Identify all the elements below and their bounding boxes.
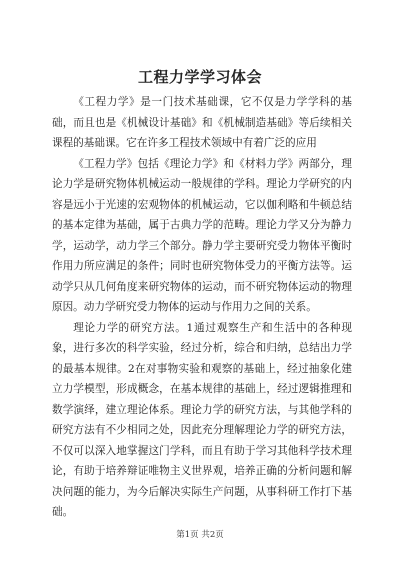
paragraph-methods: 理论力学的研究方法。1通过观察生产和生活中的各种现象，进行多次的科学实验，经过分析，综合和归纳，总结出力学的最基本规律。2在对事物实验和观察的基础上，经过抽象化建立力学模型，形成概念，在基本规律的基础上，经过逻辑推理和数学演绎，建立理论体系。理论力学的研究方法，与其他学科的研究方法有不少相同之处，因此充分理解理论力学的研究方法，不仅可以深入地掌握这门学科，而且有助于学习其他科学技术理论，有助于培养辩证唯物主义世界观，培养正确的分析问题和解决问题的能力，为今后解决实际生产问题，从事科研工作打下基础。 — [52, 321, 352, 518]
document-body — [52, 92, 352, 523]
page-title: 工程力学学习体会 — [137, 68, 262, 86]
page-footer: 第1页 共2页 — [176, 530, 224, 540]
paragraph-content: 《工程力学》包括《理论力学》和《材料力学》两部分，理论力学是研究物体机械运动一般规律的学科。理论力学研究的内容是远小于光速的宏观物体的机械运动，它以伽利略和牛顿总结的基本定律为基础，属于古典力学的范畴。理论力学又分为静力学，运动学，动力学三个部分。静力学主要研究受力物体平衡时作用力所应满足的条件；同时也研究物体受力的平衡方法等。运动学只从几何角度来研究物体的运动，而不研究物体运动的物理原因。动力学研究受力物体的运动与作用力之间的关系。 — [52, 157, 352, 313]
paragraph-intro: 《工程力学》是一门技术基础课，它不仅是力学学科的基础，而且也是《机械设计基础》和《机械制造基础》等后续相关课程的基础课。它在许多工程技术领域中有着广泛的应用 — [52, 96, 352, 149]
